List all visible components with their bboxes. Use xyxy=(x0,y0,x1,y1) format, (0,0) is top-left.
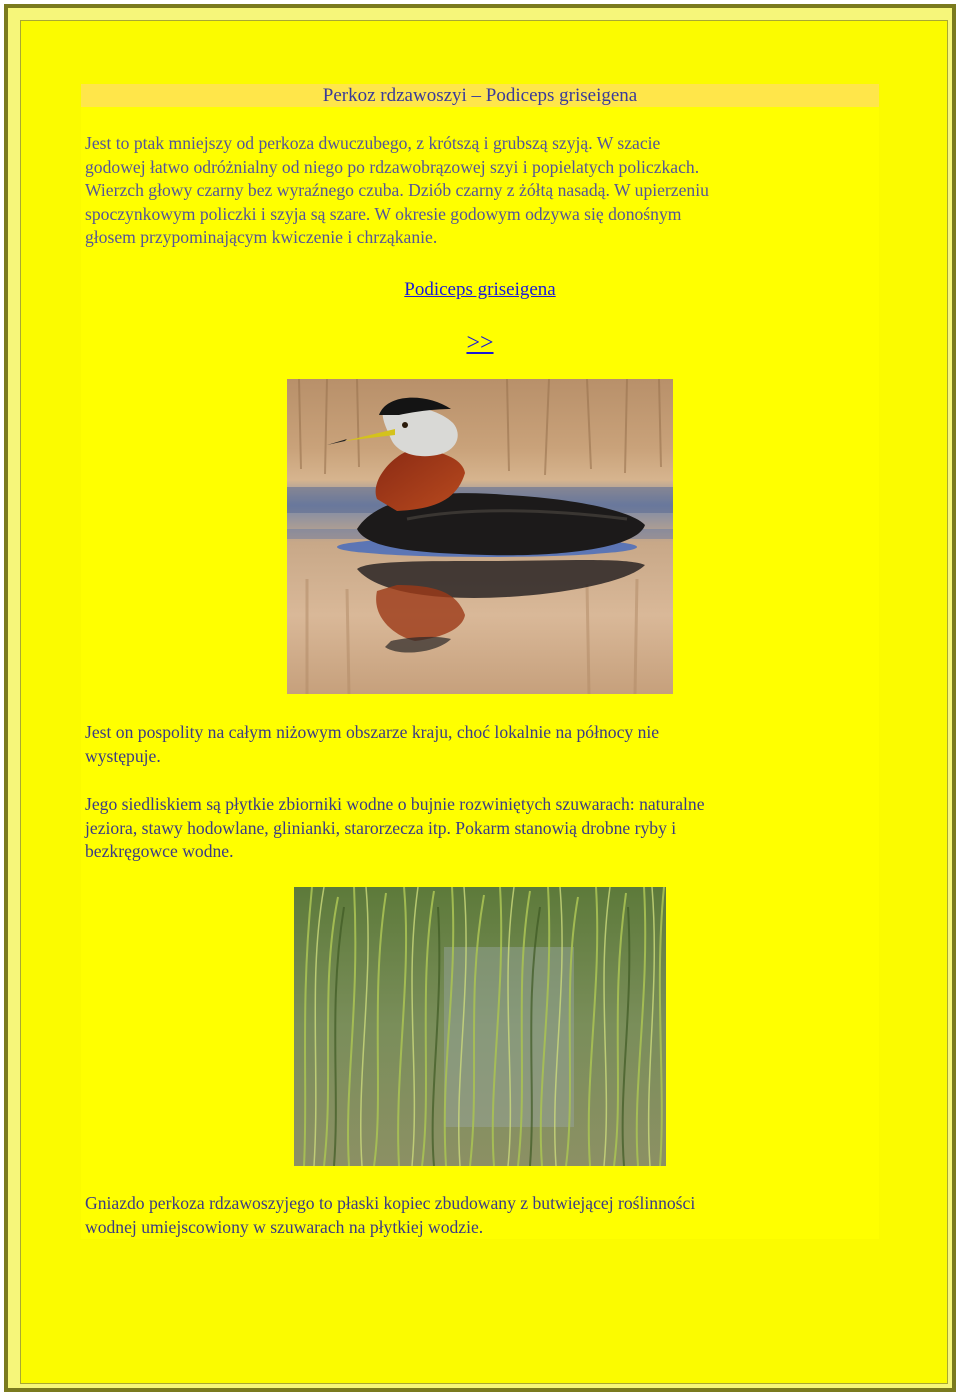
intro-line: Jest to ptak mniejszy od perkoza dwuczubego, z krótszą i grubszą szyją. W szacie xyxy=(85,133,661,153)
intro-line: głosem przypominającym kwiczenie i chrząkanie. xyxy=(85,227,438,247)
more-link-row xyxy=(81,329,879,357)
species-link-row xyxy=(81,278,879,302)
species-link[interactable]: Podiceps griseigena xyxy=(404,279,556,300)
article-panel xyxy=(81,84,879,1239)
more-link[interactable]: >> xyxy=(466,330,494,356)
habitat-line: Jego siedliskiem są płytkie zbiorniki wodne o bujnie rozwiniętych szuwarach: naturalne xyxy=(85,794,705,814)
grebe-illustration xyxy=(287,379,673,694)
intro-paragraph xyxy=(85,132,865,250)
habitat-paragraph xyxy=(85,793,865,864)
grebe-photo xyxy=(287,379,673,694)
habitat-line: jeziora, stawy hodowlane, glinianki, starorzecza itp. Pokarm stanowią drobne ryby i xyxy=(85,817,677,838)
intro-line: godowej łatwo odróżnialny od niego po rdzawobrązowej szyi i popielatych policzkach. xyxy=(85,156,700,177)
habitat-line: bezkręgowce wodne. xyxy=(85,841,234,861)
intro-line: spoczynkowym policzki i szyja są szare. W okresie godowym odzywa się donośnym xyxy=(85,203,682,224)
distribution-paragraph xyxy=(85,721,865,768)
nest-line: wodnej umiejscowiony w szuwarach na płytkiej wodzie. xyxy=(85,1216,484,1237)
distribution-line: Jest on pospolity na całym niżowym obszarze kraju, choć lokalnie na północy nie xyxy=(85,722,660,742)
page-title: Perkoz rdzawoszyi – Podiceps griseigena xyxy=(81,84,879,107)
distribution-line: występuje. xyxy=(85,745,161,766)
nest-paragraph xyxy=(85,1192,865,1239)
intro-line: Wierzch głowy czarny bez wyraźnego czuba. Dziób czarny z żółtą nasadą. W upierzeniu xyxy=(85,180,709,200)
reed-photo xyxy=(294,887,666,1166)
nest-line: Gniazdo perkoza rdzawoszyjego to płaski kopiec zbudowany z butwiejącej roślinności xyxy=(85,1193,696,1213)
reed-illustration xyxy=(294,887,666,1166)
